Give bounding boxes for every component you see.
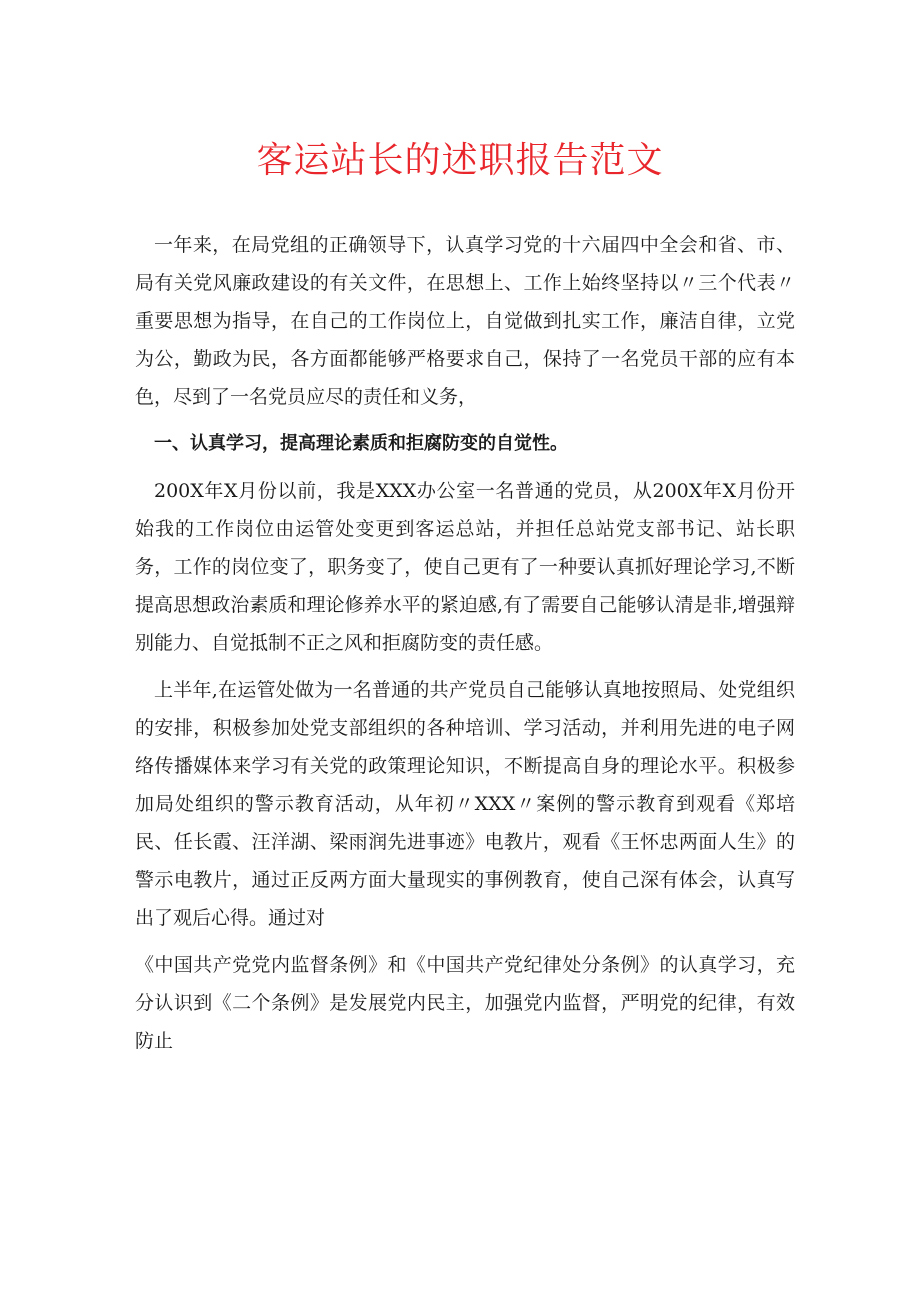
document-body [135, 226, 795, 1069]
section-heading-1: 一、认真学习，提高理论素质和拒腐防变的自觉性。 [154, 433, 568, 454]
document-title: 客运站长的述职报告范文 [256, 140, 664, 181]
paragraph-job-change: 200X年X月份以前，我是XXX办公室一名普通的党员，从200X年X月份开始我的工作岗位由运管处变更到客运总站，并担任总站党支部书记、站长职务，工作的岗位变了，职务变了，使自己更有了一种要认真抓好理论学习,不断提高思想政治素质和理论修养水平的紧迫感,有了需要自己能够认清是非,增强辩别能力、自觉抵制不正之风和拒腐防变的责任感。 [135, 480, 795, 654]
paragraph-first-half-year: 上半年,在运管处做为一名普通的共产党员自己能够认真地按照局、处党组织的安排，积极参加处党支部组织的各种培训、学习活动，并利用先进的电子网络传播媒体来学习有关党的政策理论知识，不断提高自身的理论水平。积极参加局处组织的警示教育活动，从年初〃XXX〃案例的警示教育到观看《郑培民、任长霞、汪洋湖、梁雨润先进事迹》电教片，观看《王怀忠两面人生》的警示电教片，通过正反两方面大量现实的事例教育，使自己深有体会，认真写出了观后心得。通过对 [135, 679, 795, 929]
paragraph-regulations: 《中国共产党党内监督条例》和《中国共产党纪律处分条例》的认真学习，充分认识到《二个条例》是发展党内民主，加强党内监督，严明党的纪律，有效防止 [135, 954, 795, 1052]
paragraph-intro: 一年来，在局党组的正确领导下，认真学习党的十六届四中全会和省、市、局有关党风廉政建设的有关文件，在思想上、工作上始终坚持以〃三个代表〃重要思想为指导，在自己的工作岗位上，自觉做到扎实工作，廉洁自律，立党为公，勤政为民，各方面都能够严格要求自己，保持了一名党员干部的应有本色，尽到了一名党员应尽的责任和义务， [135, 234, 795, 408]
